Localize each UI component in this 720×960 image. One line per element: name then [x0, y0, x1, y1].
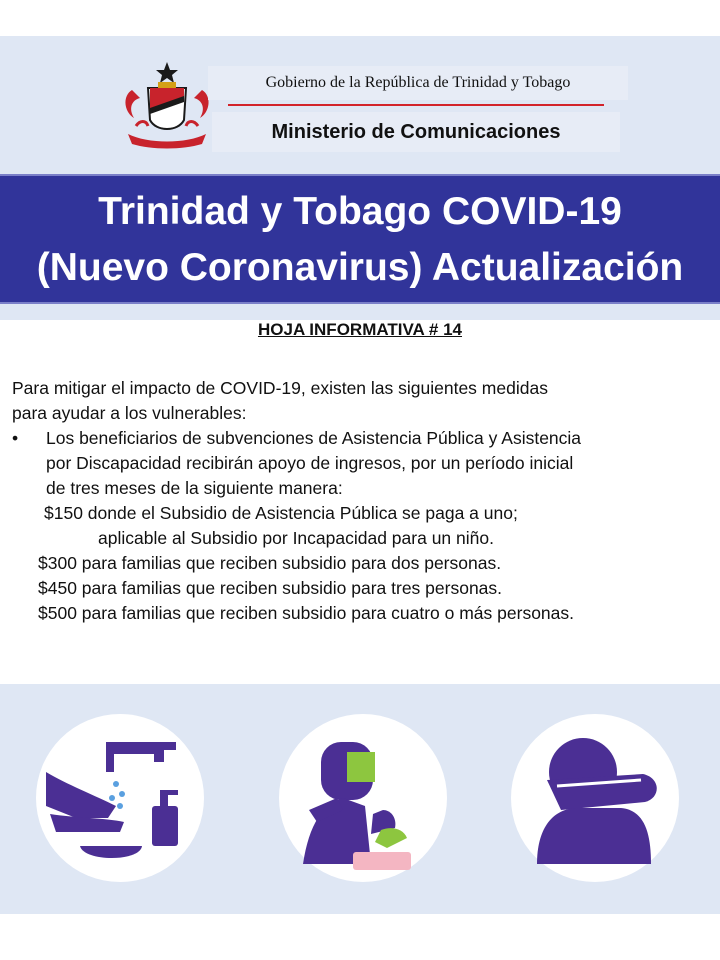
fact-sheet-body [12, 376, 712, 626]
intro-line-2: para ayudar a los vulnerables: [12, 403, 247, 423]
amount-150-line-1: $150 donde el Subsidio de Asistencia Pública se paga a uno; [44, 503, 518, 523]
fact-sheet-title: HOJA INFORMATIVA # 14 [257, 320, 463, 339]
handwashing-icon [36, 714, 204, 882]
cover-sneeze-tissue-icon [279, 714, 447, 882]
amount-300-line: $300 para familias que reciben subsidio para dos personas. [38, 553, 502, 573]
government-name: Gobierno de la República de Trinidad y Tobago [208, 66, 628, 100]
bullet-line-1: Los beneficiarios de subvenciones de Asistencia Pública y Asistencia [46, 428, 582, 448]
ministry-name: Ministerio de Comunicaciones [212, 112, 620, 152]
coat-of-arms-icon [118, 60, 216, 152]
bullet-line-3: de tres meses de la siguiente manera: [46, 478, 343, 498]
title-line-2: (Nuevo Coronavirus) Actualización [36, 246, 684, 289]
page-title [0, 184, 720, 296]
amount-500-line: $500 para familias que reciben subsidio para cuatro o más personas. [38, 603, 575, 623]
intro-line-1: Para mitigar el impacto de COVID-19, existen las siguientes medidas [12, 378, 548, 398]
header-divider [228, 104, 604, 106]
banner-underband [0, 304, 720, 320]
title-line-1: Trinidad y Tobago COVID-19 [98, 190, 622, 233]
amount-450-line: $450 para familias que reciben subsidio para tres personas. [38, 578, 503, 598]
amount-150-line-2: aplicable al Subsidio por Incapacidad para un niño. [98, 528, 494, 548]
bullet-line-2: por Discapacidad recibirán apoyo de ingresos, por un período inicial [46, 453, 574, 473]
bullet-marker: • [12, 428, 19, 448]
cough-into-elbow-icon [511, 714, 679, 882]
bullet-item [12, 426, 712, 501]
